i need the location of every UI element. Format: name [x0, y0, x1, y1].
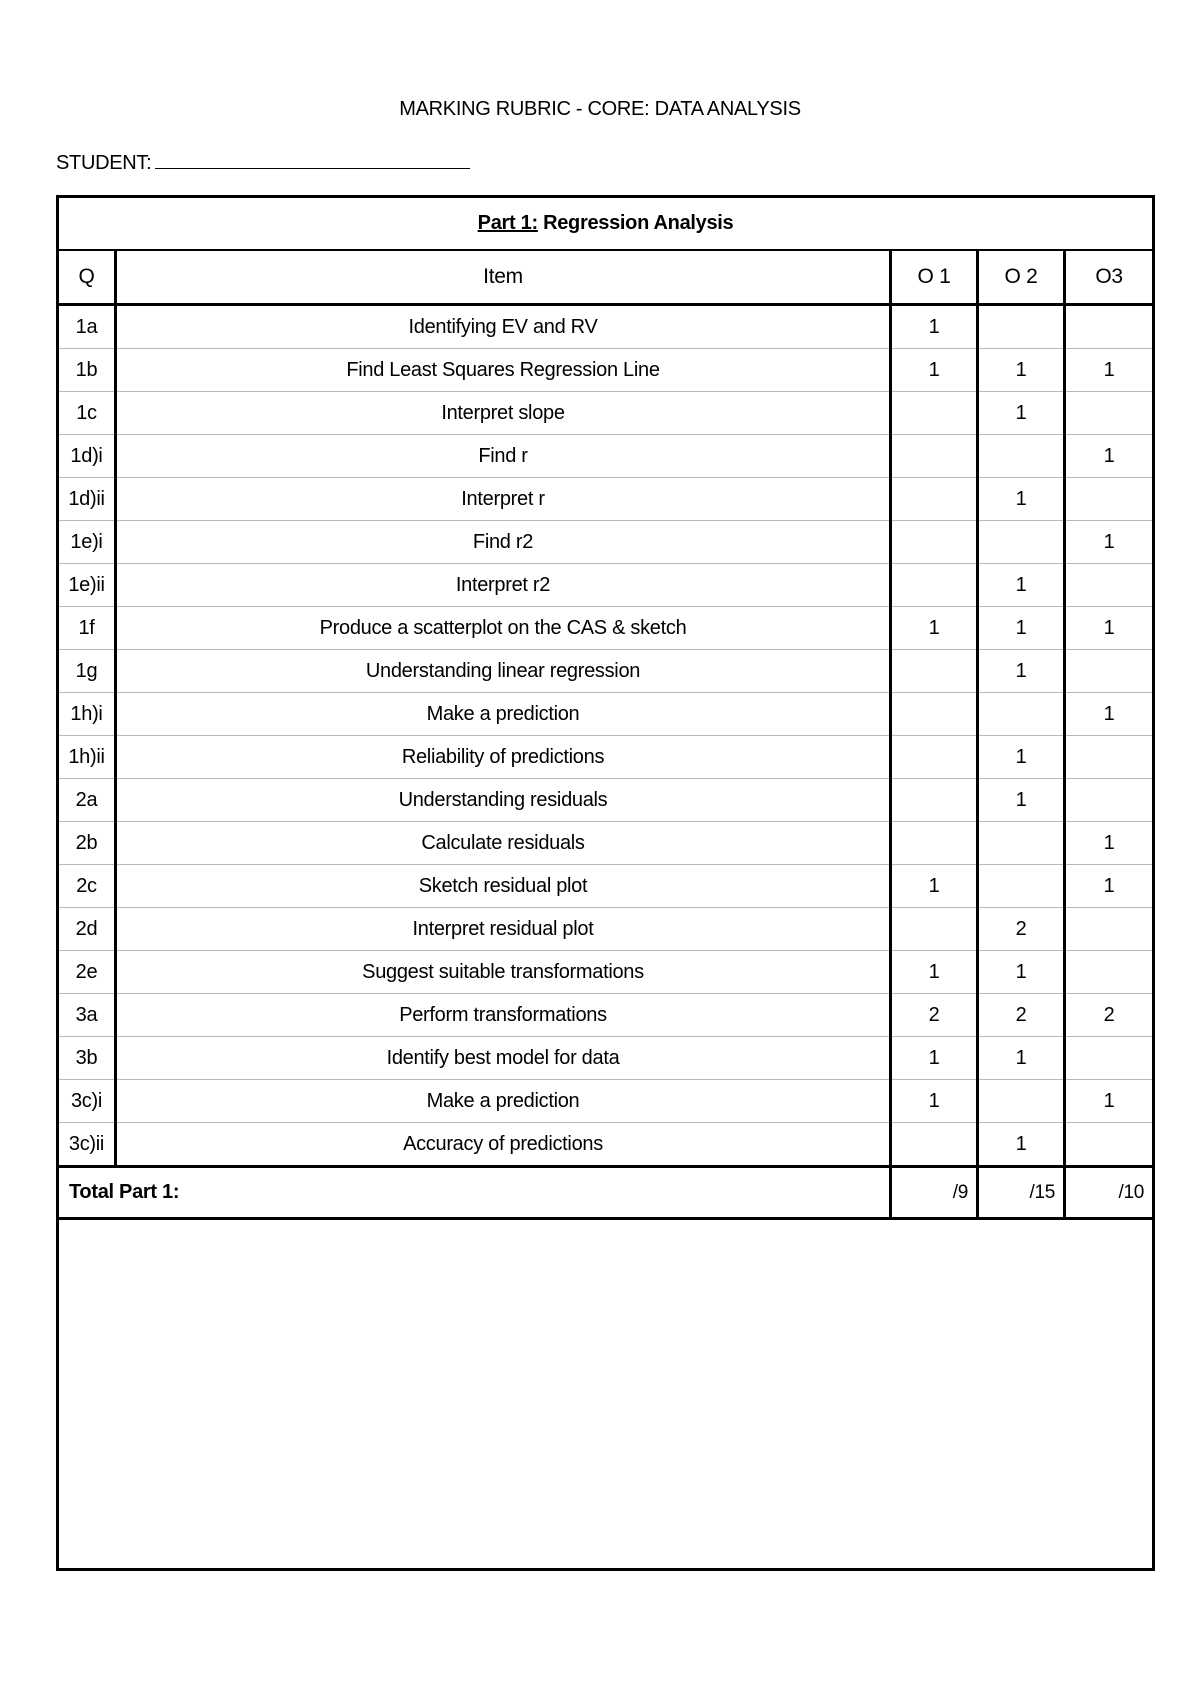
item-cell: Interpret residual plot — [116, 908, 891, 951]
question-cell: 2e — [58, 951, 116, 994]
question-cell: 1e)ii — [58, 564, 116, 607]
o3-mark-cell — [1065, 908, 1154, 951]
o3-mark-cell: 1 — [1065, 521, 1154, 564]
o3-mark-cell — [1065, 305, 1154, 349]
o2-mark-cell: 1 — [978, 349, 1065, 392]
item-cell: Identify best model for data — [116, 1037, 891, 1080]
o2-mark-cell: 2 — [978, 994, 1065, 1037]
total-row — [58, 1167, 1154, 1219]
item-cell: Interpret r2 — [116, 564, 891, 607]
student-name-line[interactable] — [155, 154, 470, 169]
question-cell: 2b — [58, 822, 116, 865]
o2-mark-cell: 1 — [978, 736, 1065, 779]
question-cell: 1h)ii — [58, 736, 116, 779]
question-cell: 3a — [58, 994, 116, 1037]
o1-mark-cell: 1 — [891, 607, 978, 650]
o1-mark-cell: 1 — [891, 349, 978, 392]
part-heading-row — [58, 197, 1154, 251]
total-label: Total Part 1: — [58, 1167, 891, 1219]
item-cell: Find r — [116, 435, 891, 478]
table-row — [58, 1037, 1154, 1080]
o1-mark-cell — [891, 478, 978, 521]
o3-mark-cell — [1065, 564, 1154, 607]
o2-mark-cell: 1 — [978, 392, 1065, 435]
student-field — [56, 152, 470, 175]
o2-mark-cell — [978, 822, 1065, 865]
question-cell: 1f — [58, 607, 116, 650]
item-cell: Make a prediction — [116, 693, 891, 736]
rubric-table — [56, 195, 1155, 1571]
question-cell: 1g — [58, 650, 116, 693]
o3-mark-cell — [1065, 392, 1154, 435]
o1-mark-cell: 2 — [891, 994, 978, 1037]
table-row — [58, 607, 1154, 650]
question-cell: 1h)i — [58, 693, 116, 736]
question-cell: 1e)i — [58, 521, 116, 564]
item-cell: Calculate residuals — [116, 822, 891, 865]
table-row — [58, 521, 1154, 564]
item-cell: Make a prediction — [116, 1080, 891, 1123]
o1-mark-cell — [891, 521, 978, 564]
o1-mark-cell — [891, 908, 978, 951]
item-cell: Accuracy of predictions — [116, 1123, 891, 1167]
o1-mark-cell — [891, 392, 978, 435]
question-cell: 1d)i — [58, 435, 116, 478]
part-heading — [58, 197, 1154, 251]
question-cell: 1a — [58, 305, 116, 349]
o3-mark-cell — [1065, 951, 1154, 994]
o1-mark-cell: 1 — [891, 951, 978, 994]
o1-mark-cell: 1 — [891, 1080, 978, 1123]
question-cell: 2a — [58, 779, 116, 822]
o2-mark-cell — [978, 521, 1065, 564]
header-item: Item — [116, 250, 891, 305]
o2-mark-cell: 1 — [978, 1123, 1065, 1167]
o2-mark-cell — [978, 1080, 1065, 1123]
total-o2: /15 — [978, 1167, 1065, 1219]
item-cell: Interpret r — [116, 478, 891, 521]
o1-mark-cell — [891, 650, 978, 693]
o1-mark-cell: 1 — [891, 865, 978, 908]
o3-mark-cell — [1065, 650, 1154, 693]
table-row — [58, 779, 1154, 822]
o2-mark-cell — [978, 693, 1065, 736]
o1-mark-cell — [891, 693, 978, 736]
o1-mark-cell — [891, 435, 978, 478]
question-cell: 2c — [58, 865, 116, 908]
table-row — [58, 908, 1154, 951]
table-row — [58, 650, 1154, 693]
table-row — [58, 951, 1154, 994]
o2-mark-cell — [978, 305, 1065, 349]
table-row — [58, 736, 1154, 779]
o3-mark-cell: 1 — [1065, 1080, 1154, 1123]
item-cell: Perform transformations — [116, 994, 891, 1037]
o2-mark-cell: 1 — [978, 650, 1065, 693]
o3-mark-cell: 1 — [1065, 865, 1154, 908]
o3-mark-cell: 1 — [1065, 693, 1154, 736]
table-row — [58, 392, 1154, 435]
o2-mark-cell — [978, 865, 1065, 908]
o3-mark-cell: 1 — [1065, 607, 1154, 650]
table-row — [58, 435, 1154, 478]
o2-mark-cell: 1 — [978, 1037, 1065, 1080]
part-title: Regression Analysis — [543, 212, 734, 234]
o2-mark-cell: 2 — [978, 908, 1065, 951]
o2-mark-cell: 1 — [978, 779, 1065, 822]
o2-mark-cell — [978, 435, 1065, 478]
table-row — [58, 564, 1154, 607]
header-row — [58, 250, 1154, 305]
question-cell: 1d)ii — [58, 478, 116, 521]
o3-mark-cell — [1065, 736, 1154, 779]
o3-mark-cell: 1 — [1065, 435, 1154, 478]
o1-mark-cell — [891, 736, 978, 779]
header-o3: O3 — [1065, 250, 1154, 305]
item-cell: Produce a scatterplot on the CAS & sketch — [116, 607, 891, 650]
o1-mark-cell — [891, 1123, 978, 1167]
item-cell: Reliability of predictions — [116, 736, 891, 779]
table-row — [58, 822, 1154, 865]
notes-row — [58, 1219, 1154, 1570]
header-o2: O 2 — [978, 250, 1065, 305]
question-cell: 3c)ii — [58, 1123, 116, 1167]
table-row — [58, 865, 1154, 908]
o2-mark-cell: 1 — [978, 951, 1065, 994]
header-q: Q — [58, 250, 116, 305]
header-o1: O 1 — [891, 250, 978, 305]
item-cell: Understanding residuals — [116, 779, 891, 822]
item-cell: Understanding linear regression — [116, 650, 891, 693]
table-row — [58, 349, 1154, 392]
question-cell: 1b — [58, 349, 116, 392]
o1-mark-cell: 1 — [891, 1037, 978, 1080]
item-cell: Suggest suitable transformations — [116, 951, 891, 994]
item-cell: Find Least Squares Regression Line — [116, 349, 891, 392]
item-cell: Interpret slope — [116, 392, 891, 435]
total-o3: /10 — [1065, 1167, 1154, 1219]
o1-mark-cell — [891, 779, 978, 822]
item-cell: Find r2 — [116, 521, 891, 564]
o2-mark-cell: 1 — [978, 607, 1065, 650]
o3-mark-cell — [1065, 1123, 1154, 1167]
question-cell: 2d — [58, 908, 116, 951]
question-cell: 1c — [58, 392, 116, 435]
part-prefix: Part 1: — [477, 212, 538, 234]
table-row — [58, 1080, 1154, 1123]
o3-mark-cell: 2 — [1065, 994, 1154, 1037]
table-row — [58, 305, 1154, 349]
o3-mark-cell — [1065, 779, 1154, 822]
o1-mark-cell — [891, 822, 978, 865]
item-cell: Identifying EV and RV — [116, 305, 891, 349]
o2-mark-cell: 1 — [978, 564, 1065, 607]
table-row — [58, 478, 1154, 521]
question-cell: 3b — [58, 1037, 116, 1080]
table-row — [58, 994, 1154, 1037]
o3-mark-cell: 1 — [1065, 822, 1154, 865]
o3-mark-cell — [1065, 1037, 1154, 1080]
table-row — [58, 1123, 1154, 1167]
question-cell: 3c)i — [58, 1080, 116, 1123]
o2-mark-cell: 1 — [978, 478, 1065, 521]
table-row — [58, 693, 1154, 736]
page-title: MARKING RUBRIC - CORE: DATA ANALYSIS — [399, 98, 801, 120]
o1-mark-cell — [891, 564, 978, 607]
notes-area[interactable] — [58, 1219, 1154, 1570]
student-label: STUDENT: — [56, 152, 152, 174]
item-cell: Sketch residual plot — [116, 865, 891, 908]
o1-mark-cell: 1 — [891, 305, 978, 349]
o3-mark-cell: 1 — [1065, 349, 1154, 392]
total-o1: /9 — [891, 1167, 978, 1219]
o3-mark-cell — [1065, 478, 1154, 521]
